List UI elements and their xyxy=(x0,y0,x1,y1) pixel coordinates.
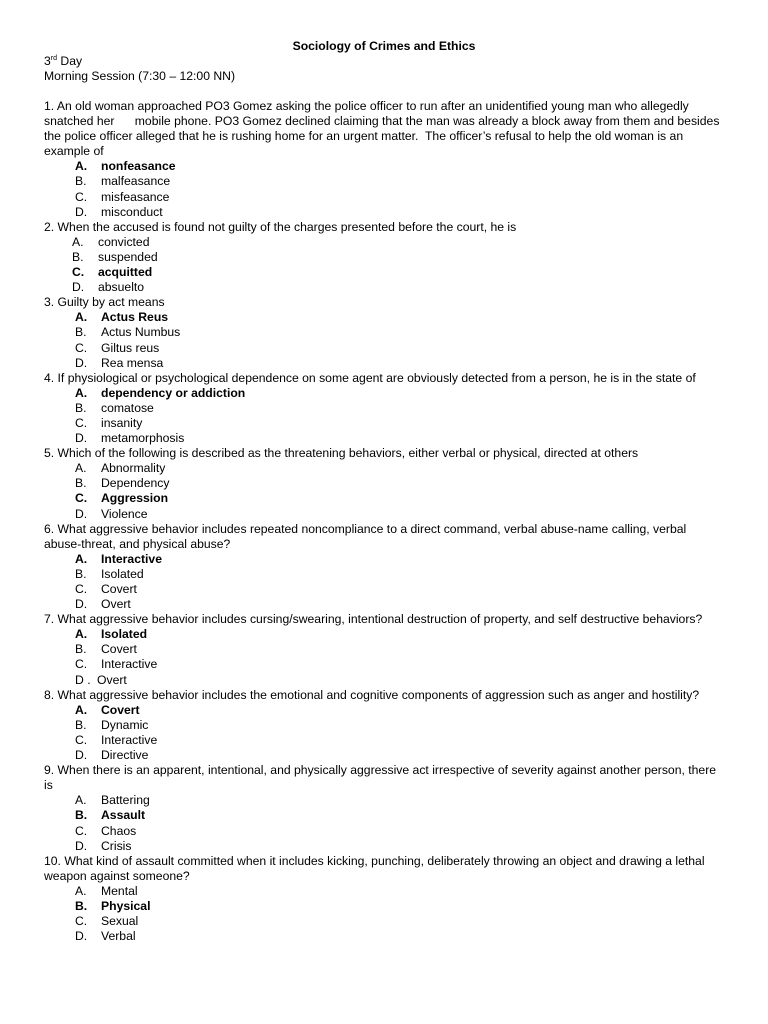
answer-option: D. absuelto xyxy=(72,280,145,295)
question-text: 8. What aggressive behavior includes the emotional and cognitive components of aggression such as anger and hostility? xyxy=(44,687,700,702)
question-1 xyxy=(44,99,724,220)
question-text: 4. If physiological or psychological dependence on some agent are obviously detected from a person, he is in the state of xyxy=(44,370,696,385)
answer-option: C. Interactive xyxy=(75,732,158,747)
answer-option: B. Covert xyxy=(75,642,137,657)
answer-option: B. Actus Numbus xyxy=(75,325,181,340)
question-text: 5. Which of the following is described as the threatening behaviors, either verbal or physical, directed at others xyxy=(44,446,639,461)
answer-option: B. Isolated xyxy=(75,566,144,581)
answer-option: D. Rea mensa xyxy=(75,355,164,370)
answer-option: A. Mental xyxy=(75,883,138,898)
question-5 xyxy=(44,446,724,521)
document-title: Sociology of Crimes and Ethics xyxy=(292,39,476,53)
answer-option: A. Abnormality xyxy=(75,461,166,476)
answer-option-correct: C. acquitted xyxy=(72,265,153,280)
answer-option: A. convicted xyxy=(72,234,150,249)
question-text: 7. What aggressive behavior includes cursing/swearing, intentional destruction of property, and self destructive behaviors? xyxy=(44,612,703,627)
answer-option: D. Overt xyxy=(75,597,131,612)
answer-option-correct: A. dependency or addiction xyxy=(75,385,246,400)
answer-option-correct: C. Aggression xyxy=(75,491,169,506)
question-9 xyxy=(44,763,724,854)
question-4 xyxy=(44,371,724,446)
session-label: Morning Session (7:30 – 12:00 NN) xyxy=(44,69,236,84)
question-text: 6. What aggressive behavior includes repeated noncompliance to a direct command, verbal abuse-name calling, verbal abuse-threat, and physical abuse? xyxy=(44,521,690,551)
answer-option-correct: B. Physical xyxy=(75,898,151,913)
question-8 xyxy=(44,688,724,763)
answer-option-correct: B. Assault xyxy=(75,808,146,823)
answer-option: D. Verbal xyxy=(75,929,136,944)
answer-option-correct: A. Isolated xyxy=(75,627,148,642)
answer-option: D. Violence xyxy=(75,506,148,521)
answer-option: D. metamorphosis xyxy=(75,431,185,446)
question-2 xyxy=(44,220,724,295)
question-6 xyxy=(44,522,724,613)
answer-option: B. Dynamic xyxy=(75,717,149,732)
answer-option: D. Directive xyxy=(75,748,149,763)
answer-option-correct: A. nonfeasance xyxy=(75,159,176,174)
answer-option: B. comatose xyxy=(75,400,154,415)
question-text: 10. What kind of assault committed when it includes kicking, punching, deliberately throwing an object and drawing a lethal weapon against someone? xyxy=(44,853,708,883)
answer-option: C. insanity xyxy=(75,415,143,430)
answer-option: C. Giltus reus xyxy=(75,340,160,355)
answer-option: B. suspended xyxy=(72,249,158,264)
answer-option: D . Overt xyxy=(75,672,127,687)
answer-option-correct: A. Actus Reus xyxy=(75,310,169,325)
question-text: 9. When there is an apparent, intentional, and physically aggressive act irrespective of severity against another person, there is xyxy=(44,763,720,793)
answer-option: C. misfeasance xyxy=(75,189,170,204)
answer-option: C. Covert xyxy=(75,582,137,596)
session-header xyxy=(44,54,235,84)
answer-option-correct: A. Covert xyxy=(75,702,140,717)
answer-option: B. Dependency xyxy=(75,476,170,491)
answer-option: A. Battering xyxy=(75,793,150,808)
day-label: 3rd Day xyxy=(44,54,83,68)
answer-option: C. Interactive xyxy=(75,657,158,672)
question-text: 1. An old woman approached PO3 Gomez asking the police officer to run after an unidentified young man who allegedly snatched her mobile phone. PO3 Gomez declined claiming that the man was already a block away from them and besides the police officer alleged that he is rushing home for an urgent matter. The officer’s refusal to help the old woman is an example of xyxy=(44,99,723,159)
answer-option: C. Sexual xyxy=(75,914,139,929)
question-3 xyxy=(44,295,724,370)
answer-option: B. malfeasance xyxy=(75,174,171,189)
question-list xyxy=(44,99,724,944)
question-7 xyxy=(44,612,724,687)
answer-option: C. Chaos xyxy=(75,823,137,838)
question-text: 3. Guilty by act means xyxy=(44,295,165,310)
answer-option: D. Crisis xyxy=(75,838,132,853)
answer-option: D. misconduct xyxy=(75,204,163,219)
question-text: 2. When the accused is found not guilty of the charges presented before the court, he is xyxy=(44,219,517,234)
question-10 xyxy=(44,854,724,945)
answer-option-correct: A. Interactive xyxy=(75,551,162,566)
